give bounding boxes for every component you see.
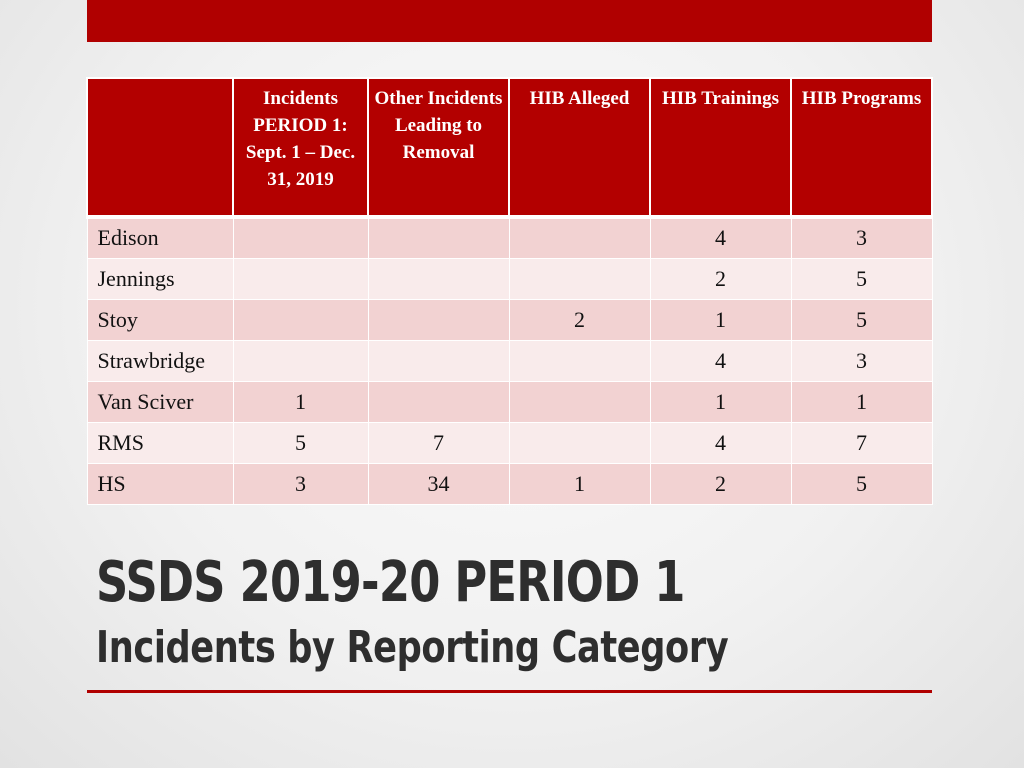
table-cell: 4 [650,340,791,381]
table-cell: 2 [650,463,791,504]
table-cell [233,340,368,381]
table-row [87,381,932,422]
table-cell [509,422,650,463]
incidents-table [86,77,933,505]
slide-subtitle: Incidents by Reporting Category [96,622,729,673]
table-row [87,258,932,299]
table-cell: 3 [791,340,932,381]
table-cell: 1 [791,381,932,422]
header-cell-incidents-period-1: Incidents PERIOD 1: Sept. 1 – Dec. 31, 2019 [233,78,368,217]
table-cell [233,217,368,258]
school-name-cell: Van Sciver [87,381,233,422]
table-cell: 5 [791,299,932,340]
school-name-cell: Jennings [87,258,233,299]
school-name-cell: Edison [87,217,233,258]
header-cell-other-incidents: Other Incidents Leading to Removal [368,78,509,217]
table-cell [368,258,509,299]
table-cell [368,340,509,381]
table-cell: 5 [791,463,932,504]
table-cell: 1 [650,381,791,422]
table-cell [368,381,509,422]
table-cell: 3 [791,217,932,258]
table-cell: 4 [650,217,791,258]
table-cell: 2 [650,258,791,299]
table-cell [509,340,650,381]
table-cell: 5 [791,258,932,299]
table-cell: 3 [233,463,368,504]
table-header-row [87,78,932,217]
table-cell: 1 [650,299,791,340]
header-cell-blank [87,78,233,217]
table-cell: 7 [368,422,509,463]
table-cell: 34 [368,463,509,504]
table-row [87,422,932,463]
school-name-cell: RMS [87,422,233,463]
header-cell-hib-trainings: HIB Trainings [650,78,791,217]
title-underline [87,690,932,693]
header-cell-hib-programs: HIB Programs [791,78,932,217]
table-cell [233,299,368,340]
table-cell [509,217,650,258]
table-cell [233,258,368,299]
table-cell: 5 [233,422,368,463]
table-cell [509,381,650,422]
table-row [87,463,932,504]
table-cell [509,258,650,299]
top-accent-bar [87,0,932,42]
school-name-cell: Strawbridge [87,340,233,381]
slide-title: SSDS 2019-20 PERIOD 1 [96,550,685,615]
table-cell: 1 [509,463,650,504]
header-cell-hib-alleged: HIB Alleged [509,78,650,217]
table-cell [368,299,509,340]
table-cell: 7 [791,422,932,463]
table-cell [368,217,509,258]
table-cell: 1 [233,381,368,422]
school-name-cell: HS [87,463,233,504]
table-row [87,299,932,340]
table-row [87,340,932,381]
table-cell: 2 [509,299,650,340]
table-cell: 4 [650,422,791,463]
school-name-cell: Stoy [87,299,233,340]
table-row [87,217,932,258]
